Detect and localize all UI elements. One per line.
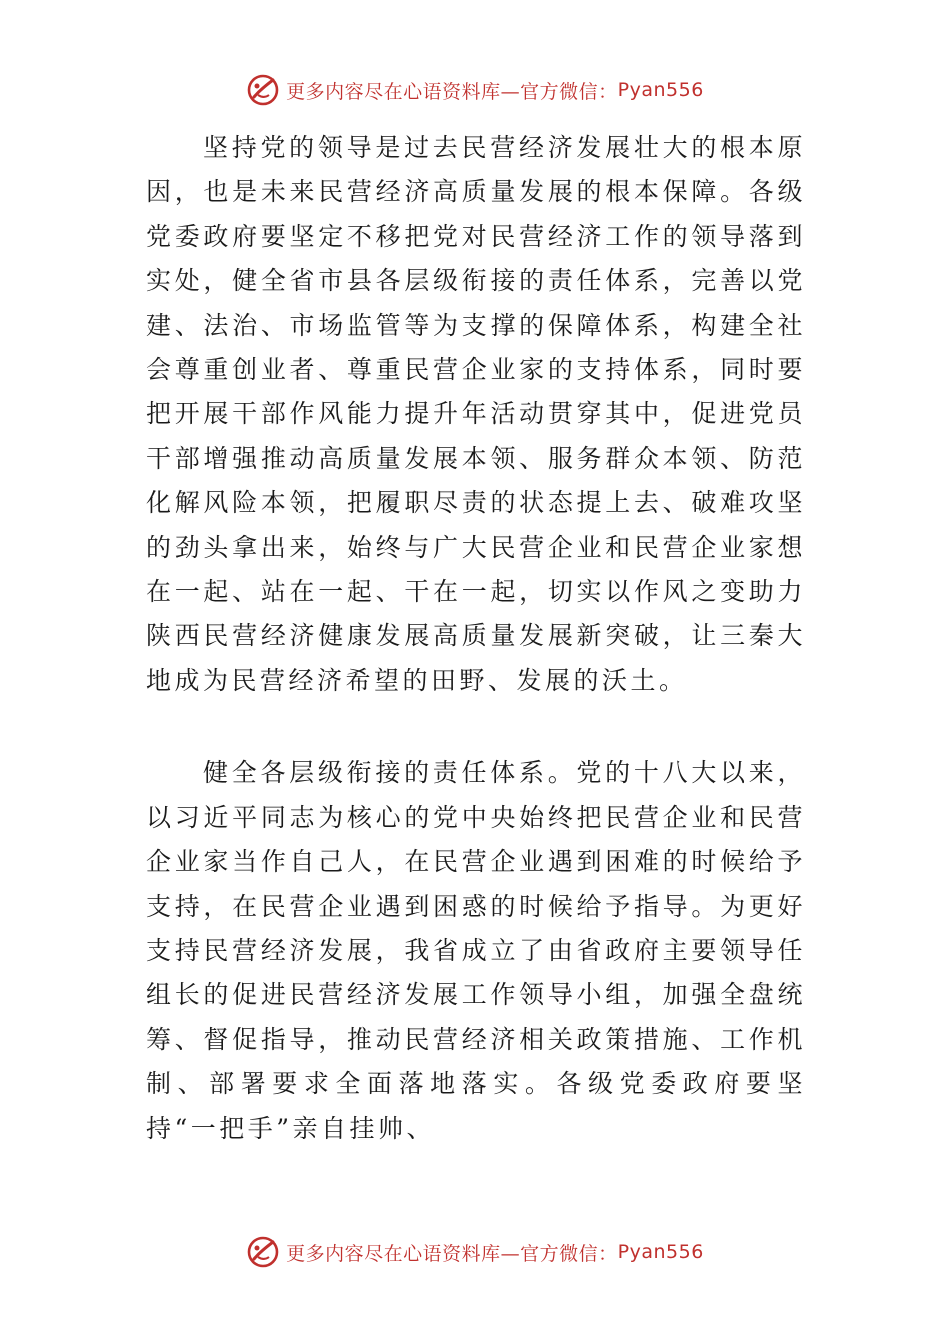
watermark-handle: Pyan556: [617, 79, 704, 101]
footer-watermark: [0, 1232, 950, 1272]
paragraph-1: 坚持党的领导是过去民营经济发展壮大的根本原因，也是未来民营经济高质量发展的根本保障。各级党委政府要坚定不移把党对民营经济工作的领导落到实处，健全省市县各层级衔接的责任体系，完善以党建、法治、市场监管等为支撑的保障体系，构建全社会尊重创业者、尊重民营企业家的支持体系，同时要把开展干部作风能力提升年活动贯穿其中，促进党员干部增强推动高质量发展本领、服务群众本领、防范化解风险本领，把履职尽责的状态提上去、破难攻坚的劲头拿出来，始终与广大民营企业和民营企业家想在一起、站在一起、干在一起，切实以作风之变助力陕西民营经济健康发展高质量发展新突破，让三秦大地成为民营经济希望的田野、发展的沃土。: [146, 133, 806, 695]
watermark-text: 更多内容尽在心语资料库—官方微信：: [286, 80, 618, 103]
paragraph-2: 健全各层级衔接的责任体系。党的十八大以来，以习近平同志为核心的党中央始终把民营企业和民营企业家当作自己人，在民营企业遇到困难的时候给予支持，在民营企业遇到困惑的时候给予指导。为更好支持民营经济发展，我省成立了由省政府主要领导任组长的促进民营经济发展工作领导小组，加强全盘统筹、督促指导，推动民营经济相关政策措施、工作机制、部署要求全面落地落实。各级党委政府要坚持“一把手”亲自挂帅、: [146, 758, 806, 1143]
document-body: [146, 126, 806, 1151]
watermark-text: 更多内容尽在心语资料库—官方微信：: [286, 1242, 618, 1265]
watermark-handle: Pyan556: [617, 1241, 704, 1263]
header-watermark: [0, 70, 950, 110]
brush-logo-icon: [246, 73, 280, 107]
brush-logo-icon: [246, 1235, 280, 1269]
